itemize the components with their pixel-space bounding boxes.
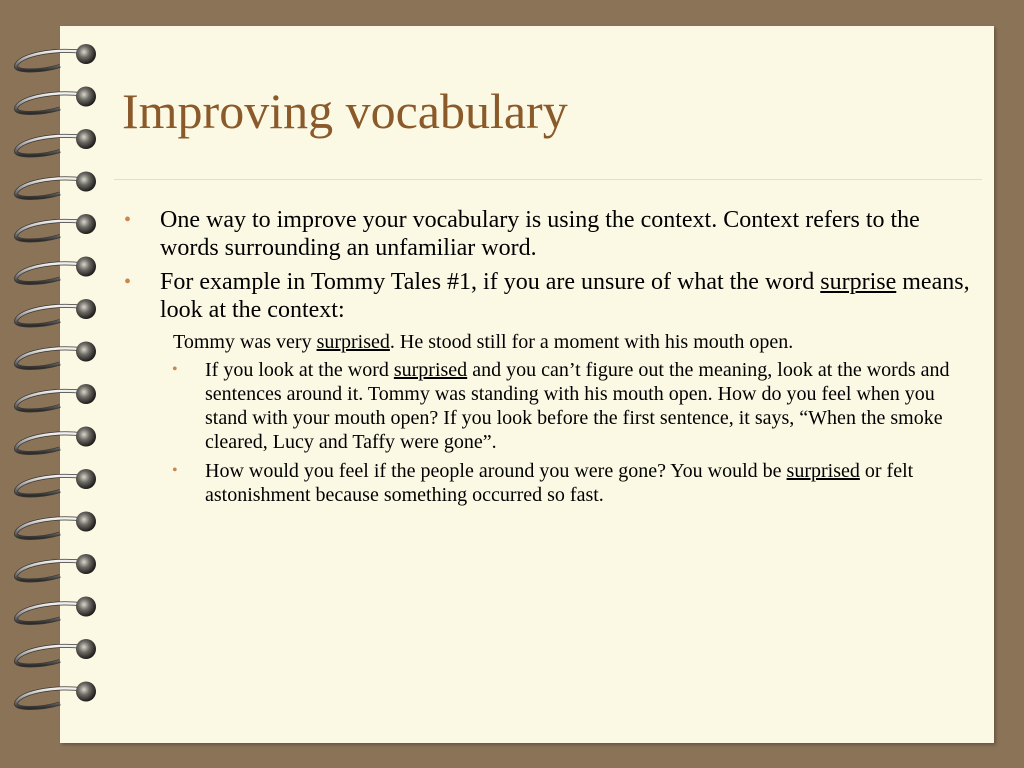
bullet-text: One way to improve your vocabulary is using the context. Context refers to the words surrounding an unfamiliar word.	[160, 207, 920, 261]
bullet-text: or felt astonishment because something occurred so fast.	[205, 460, 914, 506]
spiral-ring	[16, 214, 96, 241]
spiral-ring	[16, 597, 96, 624]
bullet-text: If you look at the word	[205, 359, 394, 381]
spiral-ring	[16, 512, 96, 539]
bullet-context	[122, 206, 972, 262]
bullet-text: means, look at the context:	[160, 269, 970, 323]
spiral-ring	[16, 342, 96, 369]
spiral-ring	[16, 639, 96, 666]
title-divider	[114, 179, 982, 180]
example-quote	[122, 330, 972, 354]
spiral-ring	[16, 554, 96, 581]
bullet-text: and you can’t figure out the meaning, look at the words and sentences around it. Tommy was standing with his mouth open. How do you feel when you stand with your mouth open? If you look before the first sentence, it says, “When the smoke cleared, Lucy and Taffy were gone”.	[205, 359, 950, 453]
spiral-ring	[16, 87, 96, 114]
quote-text: Tommy was very	[173, 331, 317, 353]
spiral-ring	[16, 172, 96, 199]
spiral-ring	[16, 384, 96, 411]
bullet-example	[122, 268, 972, 324]
bullet-icon: •	[172, 462, 178, 479]
spiral-ring	[16, 682, 96, 709]
spiral-ring	[16, 469, 96, 496]
spiral-ring	[16, 299, 96, 326]
quote-text: . He stood still for a moment with his mouth open.	[389, 331, 794, 353]
bullet-text: For example in Tommy Tales #1, if you are unsure of what the word	[160, 269, 821, 295]
sub-bullet-feel	[122, 459, 972, 507]
spiral-ring	[16, 427, 96, 454]
spiral-ring	[16, 257, 96, 284]
underlined-word: surprise	[820, 269, 897, 295]
spiral-ring	[16, 44, 96, 71]
sub-bullet-look-around	[122, 358, 972, 454]
spiral-ring	[16, 129, 96, 156]
bullet-text: How would you feel if the people around you were gone? You would be	[205, 460, 787, 482]
underlined-word: surprised	[393, 359, 468, 381]
slide-title: Improving vocabulary	[122, 83, 568, 139]
bullet-icon: •	[124, 271, 132, 293]
bullet-icon: •	[124, 209, 132, 231]
underlined-word: surprised	[786, 460, 860, 482]
bullet-icon: •	[172, 361, 178, 378]
spiral-binding	[0, 0, 110, 768]
slide-content	[122, 206, 972, 512]
underlined-word: surprised	[316, 331, 390, 353]
